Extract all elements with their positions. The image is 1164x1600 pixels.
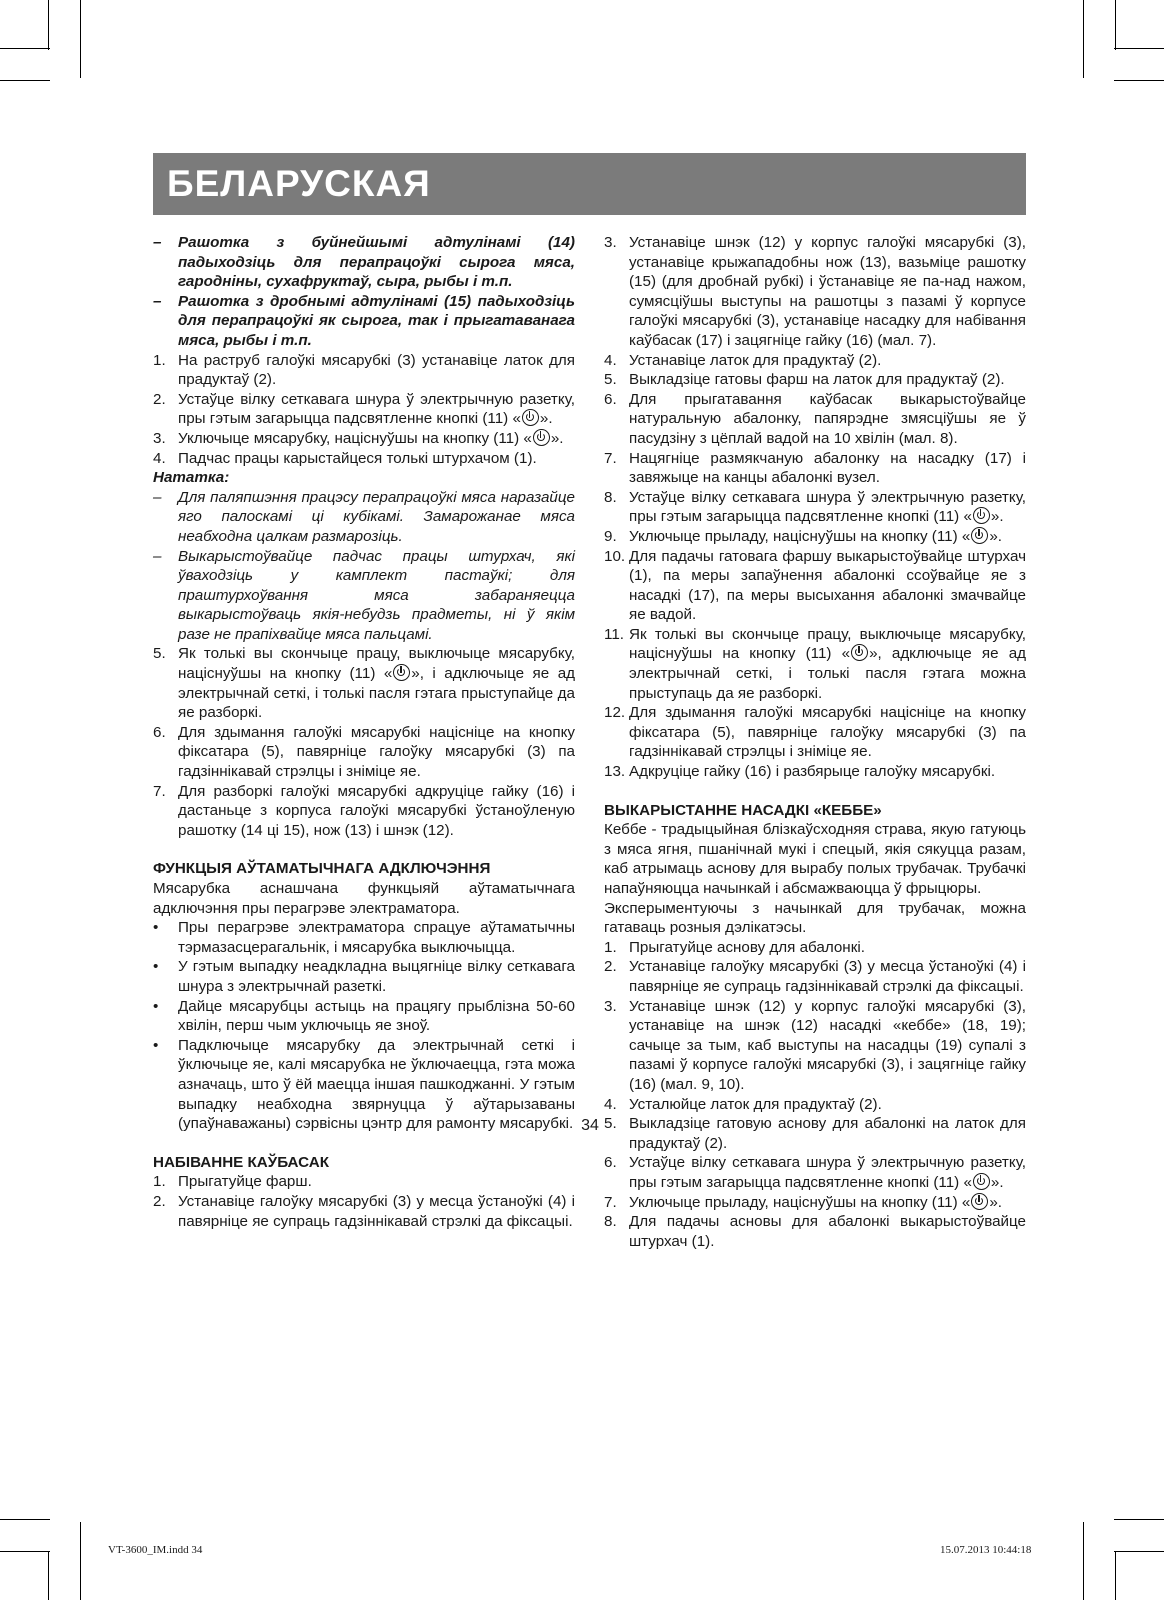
list-item: – Для паляпшэння працэсу перапрацоўкі мяса наразайце яго палоскамі ці кубікамі. Замарожанае мяса неабходна цалкам размарозіць. [153, 488, 575, 545]
list-item: 6. Для здымання галоўкі мясарубкі націсніце на кнопку фіксатара (5), павярніце галоўку мясарубкі (3) па гадзіннікавай стрэлцы і зніміце яе. [153, 723, 575, 781]
list-item: 5. Выкладзіце гатовую аснову для абалонкі на латок для прадуктаў (2). [604, 1115, 1026, 1152]
note-title: Нататка: [153, 469, 230, 487]
paragraph: Мясарубка аснашчана функцыяй аўтаматычнага адключэння пры перагрэве электраматора. [153, 880, 575, 917]
right-column [604, 233, 1026, 1251]
paragraph: Кеббе - традыцыйная блізкаўсходняя страва, якую гатуюць з мяса ягня, пшанічнай мукі і спецый, якія сякуцца разам, каб атрымаць аснову для вырабу полых трубачак. Трубачкі напаўняюцца начынкай і абсмажваюцца ў фрыцюры. [604, 821, 1026, 897]
list-item: • Падключыце мясарубку да электрычнай сеткі і ўключыце яе, калі мясарубка не ўключаецца, гэта можа азначаць, што ў ёй маецца іншая пашкоджанні. У гэтым выпадку неабходна звярнуцца ў аўтарызаваны (упаўнаважаны) сэрвісны цэнтр для рамонту мясарубкі. [153, 1036, 575, 1133]
section-heading: ФУНКЦЫЯ АЎТАМАТЫЧНАГА АДКЛЮЧЭННЯ [153, 860, 491, 878]
list-item: 3. Устанавіце шнэк (12) у корпус галоўкі мясарубкі (3), устанавіце крыжападобны нож (13), вазьміце рашотку (15) (для дробнай рубкі) і ўстанавіце яе па-над нажом, сумясціўшы выступы на рашотцы з пазамі ў корпусе галоўкі мясарубкі (3), устанавіце насадку для набівання каўбасак (17) і зацягніце гайку (16) (мал. 7). [604, 234, 1026, 349]
power-icon [971, 1193, 988, 1210]
list-item: 11. Як толькі вы скончыце працу, выключыце мясарубку, націснуўшы на кнопку (11) « », адключыце яе ад электрычнай сеткі, і толькі пасля гэтага можна прыступаць да яе разборкі. [604, 625, 1027, 702]
crop-mark [0, 80, 50, 81]
crop-mark [1083, 1522, 1084, 1600]
list-item: 1. Прыгатуйце фарш. [153, 1173, 312, 1191]
list-item: 8. Для падачы асновы для абалонкі выкарыстоўвайце штурхач (1). [604, 1213, 1026, 1250]
list-item: – Выкарыстоўвайце падчас працы штурхач, які ўваходзіць у камплект пастаўкі; для праштурхоўвання мяса забараняецца выкарыстоўваць якія-небудзь прадметы, ні ў якім разе не прапіхвайце мяса пальцамі. [153, 547, 575, 643]
crop-mark [48, 1551, 49, 1600]
crop-mark [80, 1522, 81, 1600]
power-icon [393, 664, 410, 681]
crop-mark [1114, 1551, 1164, 1552]
crop-mark [0, 1551, 50, 1552]
file-slug: VT-3600_IM.indd 34 [108, 1544, 203, 1556]
crop-mark [1114, 80, 1164, 81]
crop-mark [0, 1519, 50, 1520]
crop-mark [1115, 1551, 1116, 1600]
list-item: 12. Для здымання галоўкі мясарубкі націсніце на кнопку фіксатара (5), павярніце галоўку мясарубкі (3) па гадзіннікавай стрэлцы і зніміце яе. [604, 704, 1026, 761]
list-item: 10. Для падачы гатовага фаршу выкарыстоўвайце штурхач (1), па меры запаўнення абалонкі ссоўвайце яе з насадкі (17), па меры высыхання абалонкі змачвайце яе вадой. [604, 547, 1026, 624]
list-item: – Рашотка з дробнымі адтулінамі (15) падыходзіць для перапрацоўкі як сырога, так і прыгатаванага мяса, рыбы і т.п. [153, 292, 575, 349]
crop-mark [80, 0, 81, 78]
crop-mark [1115, 0, 1116, 50]
list-item: 5. Як толькі вы скончыце працу, выключыце мясарубку, націснуўшы на кнопку (11) « », і адключыце яе ад электрычнай сеткі, і толькі пасля гэтага прыступайце да яе разборкі. [153, 645, 576, 722]
paragraph: Эксперыментуючы з начынкай для трубачак, можна гатаваць розныя дэлікатэсы. [604, 899, 1026, 937]
list-item: 1. Прыгатуйце аснову для абалонкі. [604, 938, 865, 956]
list-item: 5. Выкладзіце гатовы фарш на латок для прадуктаў (2). [604, 371, 1005, 389]
list-item: 6. Для прыгатавання каўбасак выкарыстоўвайце натуральную абалонку, папярэдне змясціўшы яе ў пасудзіну з цёплай вадой на 10 хвілін (мал. 8). [604, 390, 1026, 447]
list-item: 6. Устаўце вілку сеткавага шнура ў электрычную разетку, пры гэтым загарыцца падсвятленне кнопкі (11) « ». [604, 1154, 1026, 1191]
page-title: БЕЛАРУСКАЯ [167, 163, 431, 204]
language-header [153, 153, 1026, 215]
section-heading: ВЫКАРЫСТАННЕ НАСАДКІ «КЕББЕ» [604, 801, 882, 819]
list-item: – Рашотка з буйнейшымі адтулінамі (14) падыходзіць для перапрацоўкі сырога мяса, гародніны, сухафруктаў, сыра, рыбы і т.п. [153, 234, 575, 291]
list-item: 4. Устанавіце латок для прадуктаў (2). [604, 351, 882, 369]
list-item: 2. Устанавіце галоўку мясарубкі (3) у месца ўстаноўкі (4) і павярніце яе супраць гадзіннікавай стрэлкі да фіксацыі. [153, 1192, 575, 1230]
list-item: 2. Устанавіце галоўку мясарубкі (3) у месца ўстаноўкі (4) і павярніце яе супраць гадзіннікавай стрэлкі да фіксацыі. [604, 958, 1026, 995]
page-number: 34 [581, 1117, 599, 1134]
power-icon [522, 409, 539, 426]
list-item: 4. Падчас працы карыстайцеся толькі штурхачом (1). [153, 449, 537, 467]
timestamp-slug: 15.07.2013 10:44:18 [940, 1544, 1032, 1556]
list-item: • Дайце мясарубцы астыць на працягу прыблізна 50-60 хвілін, перш чым уключыць яе зноў. [153, 997, 575, 1035]
list-item: • У гэтым выпадку неадкладна выцягніце вілку сеткавага шнура з электрычнай разеткі. [153, 958, 575, 995]
list-item: • Пры перагрэве электраматора спрацуе аўтаматычны тэрмазасцерагальнік, і мясарубка выключыцца. [153, 919, 575, 956]
list-item: 3. Уключыце мясарубку, націснуўшы на кнопку (11) « ». [153, 429, 564, 447]
power-icon [973, 507, 990, 524]
list-item: 4. Усталюйце латок для прадуктаў (2). [604, 1095, 882, 1113]
crop-mark [0, 48, 50, 49]
list-item: 9. Уключыце прыладу, націснуўшы на кнопку (11) « ». [604, 527, 1002, 545]
crop-mark [1083, 0, 1084, 78]
list-item: 3. Устанавіце шнэк (12) у корпус галоўкі мясарубкі (3), устанавіце на шнэк (12) насадкі «кеббе» (18, 19); сачыце за тым, каб выступы на насадцы (19) супалі з пазамі ў корпусе галоўкі мясарубкі (3), і зацягніце гайку (16) (мал. 9, 10). [604, 997, 1026, 1093]
list-item: 2. Устаўце вілку сеткавага шнура ў электрычную разетку, пры гэтым загарыцца падсвятленне кнопкі (11) « ». [153, 390, 575, 428]
list-item: 7. Уключыце прыладу, націснуўшы на кнопку (11) « ». [604, 1193, 1002, 1211]
list-item: 8. Устаўце вілку сеткавага шнура ў электрычную разетку, пры гэтым загарыцца падсвятленне кнопкі (11) « ». [604, 488, 1026, 526]
crop-mark [1114, 1519, 1164, 1520]
left-column [153, 233, 575, 1231]
section-heading: НАБІВАННЕ КАЎБАСАК [153, 1153, 329, 1171]
crop-mark [1114, 48, 1164, 49]
power-icon [973, 1173, 990, 1190]
power-icon [971, 527, 988, 544]
power-icon [533, 429, 550, 446]
list-item: 1. На раструб галоўкі мясарубкі (3) устанавіце латок для прадуктаў (2). [153, 351, 575, 389]
list-item: 7. Нацягніце размякчаную абалонку на насадку (17) і завяжыце на канцы абалонкі вузел. [604, 449, 1026, 487]
power-icon [851, 644, 868, 661]
list-item: 7. Для разборкі галоўкі мясарубкі адкруціце гайку (16) і дастаньце з корпуса галоўкі мясарубкі ўстаноўленую рашотку (14 ці 15), нож (13) і шнэк (12). [153, 782, 575, 839]
crop-mark [48, 0, 49, 50]
list-item: 13. Адкруціце гайку (16) і разбярыце галоўку мясарубкі. [604, 763, 996, 781]
